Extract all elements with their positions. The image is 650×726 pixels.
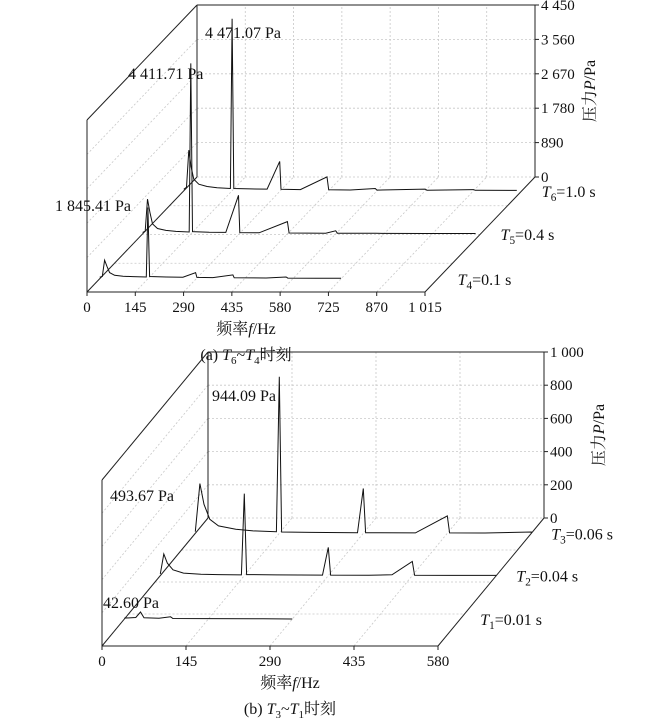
x-tick-label: 725 <box>317 300 340 316</box>
x-tick-label: 1 015 <box>408 300 442 316</box>
slice-label: $T_3=0.06$ s <box>551 526 614 547</box>
spectrum-line <box>100 208 341 279</box>
side-grid-line <box>102 452 208 580</box>
spectrum-line <box>143 63 476 233</box>
z-tick-label: 600 <box>550 411 573 428</box>
panel-caption: (b) $T_3\sim T_1$时刻 <box>243 701 337 721</box>
side-grid-line <box>87 74 197 189</box>
slice-label: $T_4=0.1$ s <box>457 271 512 292</box>
frame-edge <box>87 5 197 120</box>
panel-a <box>55 0 599 367</box>
z-axis-title: 压力P/Pa <box>591 403 608 467</box>
slice-label: $T_1=0.01$ s <box>480 612 543 633</box>
x-tick-label: 0 <box>98 654 106 670</box>
z-tick-label: 0 <box>550 511 558 527</box>
peak-annotation: 944.09 Pa <box>212 388 276 405</box>
z-tick-label: 2 670 <box>541 66 575 83</box>
peak-annotation: 42.60 Pa <box>103 595 159 612</box>
x-tick-label: 290 <box>172 300 195 316</box>
x-axis-title: 频率f/Hz <box>260 675 320 692</box>
x-tick-label: 435 <box>342 654 366 670</box>
side-grid-line <box>87 39 197 154</box>
x-axis-title: 频率f/Hz <box>216 321 276 338</box>
z-tick-label: 1 780 <box>541 101 575 118</box>
x-tick-label: 145 <box>174 654 198 670</box>
peak-annotation: 493.67 Pa <box>110 488 174 505</box>
slice-label: $T_6=1.0$ s <box>541 183 596 204</box>
z-tick-label: 0 <box>541 170 549 186</box>
spectrum-line <box>184 19 517 191</box>
x-tick-label: 580 <box>426 654 450 670</box>
slice-label: $T_5=0.4$ s <box>500 226 555 247</box>
x-tick-label: 290 <box>258 654 282 670</box>
peak-annotation: 4 471.07 Pa <box>205 25 281 42</box>
x-tick-label: 580 <box>268 300 292 316</box>
frame-edge <box>87 177 197 292</box>
panel-b <box>98 345 613 721</box>
z-tick-label: 1 000 <box>550 345 584 361</box>
z-tick-label: 400 <box>550 444 573 461</box>
panel-caption: (a) $T_6\sim T_4$时刻 <box>200 347 292 367</box>
x-tick-label: 870 <box>365 300 388 316</box>
z-tick-label: 4 450 <box>541 0 575 14</box>
slice-label: $T_2=0.04$ s <box>516 568 579 589</box>
z-tick-label: 3 560 <box>541 32 575 49</box>
peak-annotation: 1 845.41 Pa <box>55 198 131 215</box>
z-tick-label: 200 <box>550 477 573 494</box>
x-tick-label: 435 <box>220 300 244 316</box>
spectrum-line <box>124 612 292 619</box>
frame-edge <box>102 352 208 480</box>
x-tick-label: 145 <box>124 300 147 316</box>
z-axis-title: 压力P/Pa <box>582 59 599 123</box>
z-tick-label: 800 <box>550 378 573 395</box>
peak-annotation: 4 411.71 Pa <box>128 66 204 83</box>
z-tick-label: 890 <box>541 135 564 152</box>
side-grid-line <box>102 418 208 546</box>
x-tick-label: 0 <box>83 300 91 316</box>
